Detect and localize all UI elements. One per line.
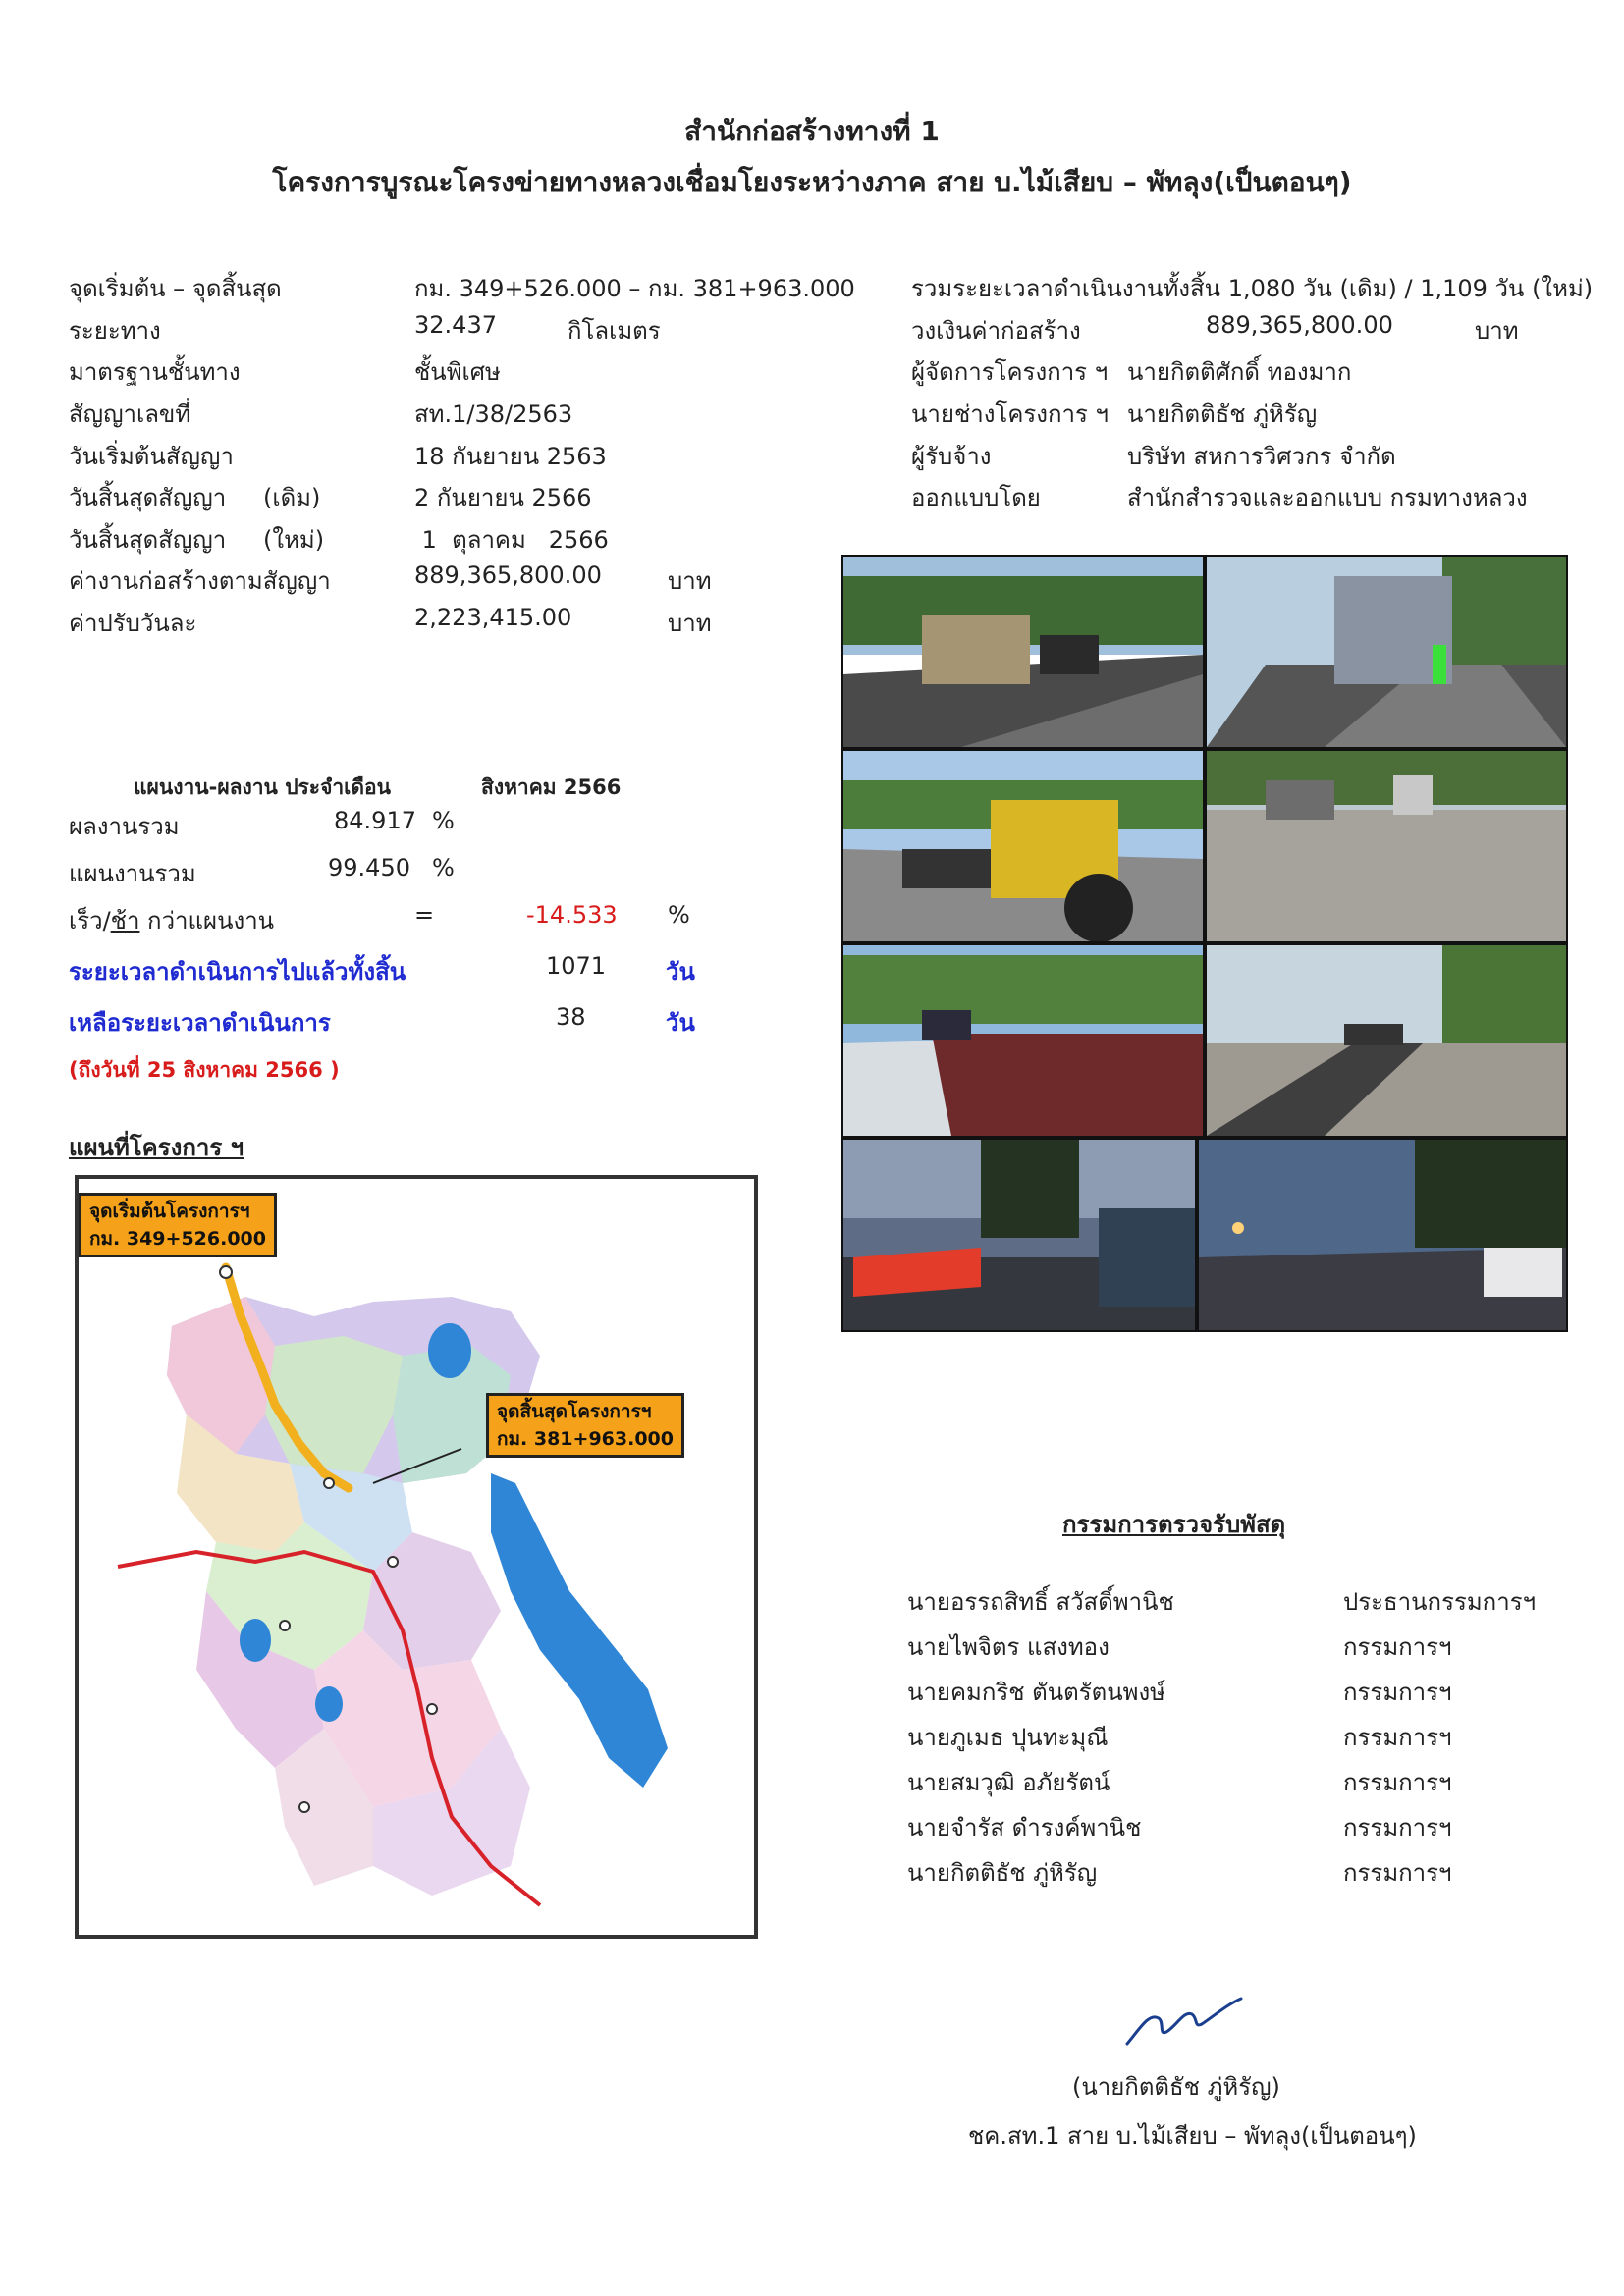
office-title: สำนักก่อสร้างทางที่ 1 <box>684 115 940 147</box>
plan-value: 99.450 <box>328 854 410 881</box>
remaining-label: เหลือระยะเวลาดำเนินการ <box>69 1009 331 1037</box>
equals-sign: = <box>414 901 435 929</box>
percent-sign: % <box>668 901 690 929</box>
info-label: วันสิ้นสุดสัญญา <box>69 526 227 554</box>
construction-photo <box>841 1138 1197 1332</box>
diff-label-slow: ช้า <box>110 907 140 934</box>
info-sub: (เดิม) <box>263 484 321 511</box>
info-label: วงเงินค่าก่อสร้าง <box>911 317 1081 345</box>
info-label: ระยะทาง <box>69 317 161 345</box>
map-drawing <box>79 1179 754 1935</box>
info-label: ค่าปรับวันละ <box>69 610 197 637</box>
signatory-name: (นายกิตติธัช ภู่หิรัญ) <box>1072 2073 1280 2101</box>
member-role: ประธานกรรมการฯ <box>1343 1588 1537 1616</box>
info-unit: บาท <box>668 567 712 595</box>
member-role: กรรมการฯ <box>1343 1769 1452 1796</box>
info-label: รวมระยะเวลาดำเนินงานทั้งสิ้น 1,080 วัน (เดิม) / 1,109 วัน (ใหม่) <box>911 275 1594 302</box>
end-point-callout <box>486 1393 684 1458</box>
construction-photo <box>1205 749 1568 943</box>
info-label: นายช่างโครงการ ฯ <box>911 400 1109 428</box>
member-name: นายคมกริช ตันตรัตนพงษ์ <box>907 1679 1165 1706</box>
info-label: วันสิ้นสุดสัญญา <box>69 484 227 511</box>
map-title: แผนที่โครงการ ฯ <box>69 1134 244 1161</box>
construction-photo <box>841 943 1205 1138</box>
construction-photo <box>1205 943 1568 1138</box>
percent-sign: % <box>432 807 455 834</box>
info-value: 889,365,800.00 <box>1206 311 1393 339</box>
start-callout-line-1: จุดเริ่มต้นโครงการฯ <box>89 1201 250 1222</box>
info-value: นายกิตติศักดิ์ ทองมาก <box>1127 358 1352 386</box>
info-value: กม. 349+526.000 – กม. 381+963.000 <box>414 275 855 302</box>
info-label: ออกแบบโดย <box>911 484 1041 511</box>
progress-heading: แผนงาน-ผลงาน ประจำเดือน <box>134 775 391 799</box>
info-label: มาตรฐานชั้นทาง <box>69 358 241 386</box>
signature-mark <box>1119 1993 1247 2052</box>
info-value: 2,223,415.00 <box>414 604 572 631</box>
info-value: 18 กันยายน 2563 <box>414 443 607 470</box>
info-value: 2 กันยายน 2566 <box>414 484 592 511</box>
elapsed-value: 1071 <box>546 952 607 980</box>
diff-label-fast: เร็ว/ <box>69 907 111 934</box>
member-name: นายกิตติธัช ภู่หิรัญ <box>907 1859 1098 1887</box>
info-label: วันเริ่มต้นสัญญา <box>69 443 234 470</box>
actual-label: ผลงานรวม <box>69 813 180 840</box>
diff-label-rest: กว่าแผนงาน <box>139 907 275 934</box>
plan-label: แผนงานรวม <box>69 860 196 887</box>
start-point-callout <box>79 1193 277 1257</box>
info-value: 1 ตุลาคม 2566 <box>414 526 609 554</box>
member-role: กรรมการฯ <box>1343 1633 1452 1661</box>
construction-photo <box>1205 555 1568 749</box>
progress-month: สิงหาคม 2566 <box>481 775 622 799</box>
info-value: สำนักสำรวจและออกแบบ กรมทางหลวง <box>1127 484 1528 511</box>
end-callout-line-2: กม. 381+963.000 <box>497 1428 674 1450</box>
info-label: ผู้รับจ้าง <box>911 443 992 470</box>
signatory-position: ชค.สท.1 สาย บ.ไม้เสียบ – พัทลุง(เป็นตอนๆ) <box>968 2122 1417 2150</box>
committee-title: กรรมการตรวจรับพัสดุ <box>1062 1511 1286 1538</box>
remaining-value: 38 <box>556 1003 586 1031</box>
info-label: สัญญาเลขที่ <box>69 400 191 428</box>
info-unit: บาท <box>1475 317 1519 345</box>
percent-sign: % <box>432 854 455 881</box>
info-value: บริษัท สหการวิศวกร จำกัด <box>1127 443 1396 470</box>
info-label: ผู้จัดการโครงการ ฯ <box>911 358 1109 386</box>
info-sub: (ใหม่) <box>263 526 325 554</box>
project-map <box>75 1175 758 1939</box>
member-name: นายภูเมธ ปุนทะมุณี <box>907 1724 1109 1751</box>
info-label: ค่างานก่อสร้างตามสัญญา <box>69 567 331 595</box>
member-role: กรรมการฯ <box>1343 1859 1452 1887</box>
start-callout-line-2: กม. 349+526.000 <box>89 1228 266 1250</box>
project-title: โครงการบูรณะโครงข่ายทางหลวงเชื่อมโยงระหว่างภาค สาย บ.ไม้เสียบ – พัทลุง(เป็นตอนๆ) <box>272 166 1352 198</box>
member-role: กรรมการฯ <box>1343 1814 1452 1842</box>
info-value: สท.1/38/2563 <box>414 400 573 428</box>
elapsed-label: ระยะเวลาดำเนินการไปแล้วทั้งสิ้น <box>69 958 406 986</box>
member-name: นายจำรัส ดำรงค์พานิช <box>907 1814 1142 1842</box>
info-value: ชั้นพิเศษ <box>414 358 501 386</box>
member-name: นายไพจิตร แสงทอง <box>907 1633 1110 1661</box>
info-value: 889,365,800.00 <box>414 561 602 589</box>
diff-value: -14.533 <box>526 901 618 929</box>
info-unit: กิโลเมตร <box>568 317 661 345</box>
as-of-date: (ถึงวันที่ 25 สิงหาคม 2566 ) <box>69 1058 340 1082</box>
construction-photo <box>841 749 1205 943</box>
info-value: 32.437 <box>414 311 497 339</box>
member-name: นายอรรถสิทธิ์ สวัสดิ์พานิช <box>907 1588 1174 1616</box>
info-label: จุดเริ่มต้น – จุดสิ้นสุด <box>69 275 282 302</box>
info-value: นายกิตติธัช ภู่หิรัญ <box>1127 400 1318 428</box>
construction-photo <box>1197 1138 1568 1332</box>
day-unit: วัน <box>666 958 695 986</box>
diff-label <box>69 901 274 939</box>
member-role: กรรมการฯ <box>1343 1724 1452 1751</box>
member-role: กรรมการฯ <box>1343 1679 1452 1706</box>
day-unit: วัน <box>666 1009 695 1037</box>
member-name: นายสมวุฒิ อภัยรัตน์ <box>907 1769 1110 1796</box>
construction-photo <box>841 555 1205 749</box>
info-unit: บาท <box>668 610 712 637</box>
actual-value: 84.917 <box>334 807 416 834</box>
end-callout-line-1: จุดสิ้นสุดโครงการฯ <box>497 1401 652 1422</box>
